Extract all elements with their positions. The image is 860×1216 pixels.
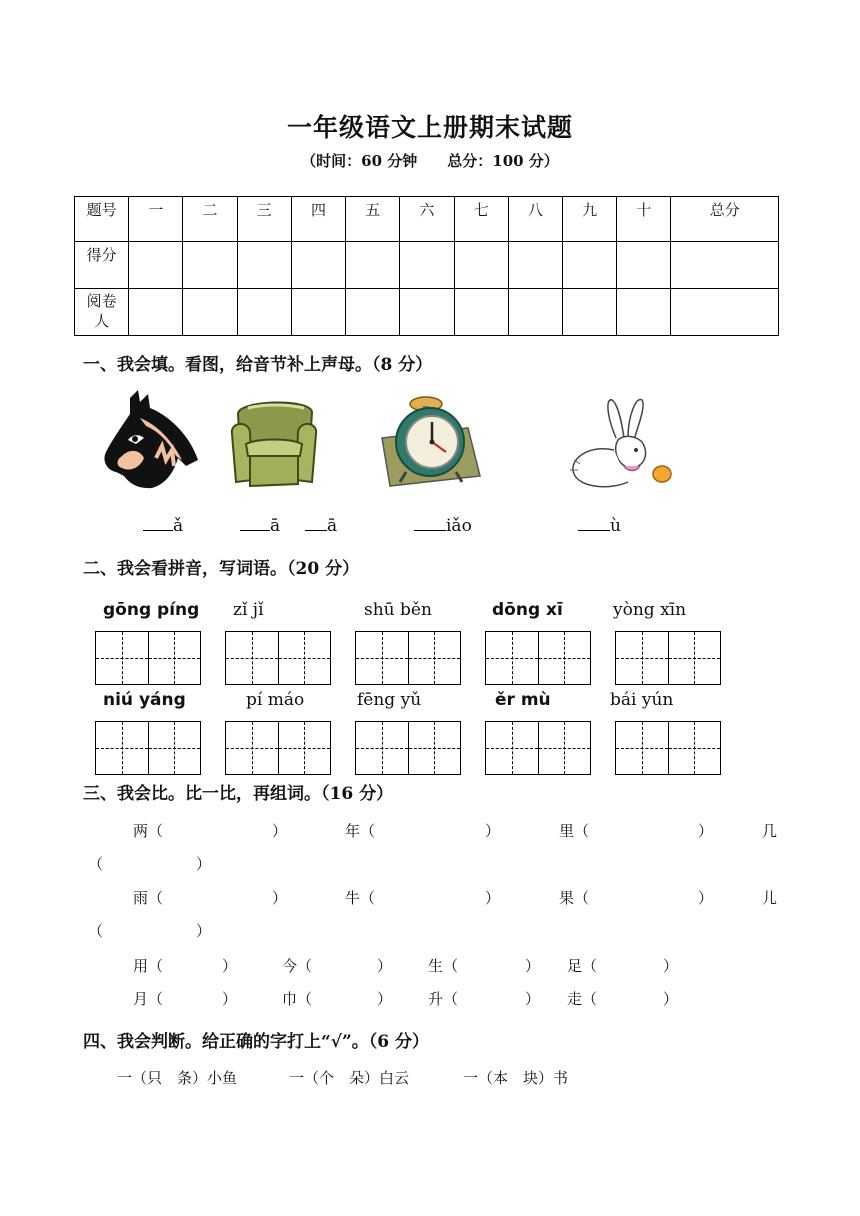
compare-close: ） (377, 990, 393, 1008)
writing-grid[interactable] (355, 721, 461, 775)
pinyin-label: zǐ jǐ (233, 600, 264, 620)
compare-close: ） (698, 822, 714, 840)
writing-cell[interactable] (539, 722, 591, 774)
writing-cell[interactable] (226, 632, 279, 684)
score-cell[interactable] (562, 242, 616, 289)
pinyin-label: niú yáng (103, 690, 186, 710)
row-label-text: 阅卷人 (86, 292, 117, 330)
fill-item-5-text: ù (610, 516, 621, 536)
answer-blank[interactable] (305, 510, 327, 531)
compare-prompt: 升（ (428, 990, 459, 1008)
writing-grid[interactable] (95, 631, 201, 685)
writing-cell[interactable] (409, 722, 461, 774)
grader-cell[interactable] (291, 289, 345, 336)
writing-cell[interactable] (616, 722, 669, 774)
pinyin-label: gōng píng (103, 600, 200, 620)
grader-cell[interactable] (346, 289, 400, 336)
fill-item-2-text: ā (270, 516, 281, 536)
score-cell[interactable] (346, 242, 400, 289)
header-cell: 四 (291, 197, 345, 242)
writing-grid[interactable] (615, 631, 721, 685)
pinyin-label: yòng xīn (613, 600, 687, 620)
header-cell: 九 (562, 197, 616, 242)
compare-prompt: 走（ (567, 990, 598, 1008)
writing-cell[interactable] (669, 632, 721, 684)
header-cell: 十 (617, 197, 671, 242)
compare-close: ） (222, 957, 238, 975)
score-table-header-row (75, 197, 779, 242)
fill-item-1 (143, 510, 183, 536)
judge-item[interactable]: 一（个 朵）白云 (289, 1069, 410, 1087)
judge-item[interactable]: 一（本 块）书 (463, 1069, 569, 1087)
fill-item-2 (240, 510, 280, 536)
score-cell[interactable] (508, 242, 562, 289)
fill-item-4-text: iǎo (446, 516, 472, 536)
writing-grid[interactable] (95, 721, 201, 775)
answer-blank[interactable] (240, 510, 270, 531)
section1-heading: 一、我会填。看图，给音节补上声母。（8 分） (83, 355, 433, 375)
score-cell[interactable] (129, 242, 183, 289)
writing-cell[interactable] (96, 632, 149, 684)
grader-cell[interactable] (671, 289, 779, 336)
pinyin-label: pí máo (246, 690, 305, 710)
compare-close: ） (663, 990, 679, 1008)
pinyin-label: ěr mù (495, 690, 551, 710)
header-cell: 一 (129, 197, 183, 242)
writing-grid[interactable] (485, 721, 591, 775)
score-cell[interactable] (671, 242, 779, 289)
compare-prompt: 两（ (133, 822, 164, 840)
compare-prompt: 年（ (345, 822, 376, 840)
judge-item[interactable]: 一（只 条）小鱼 (117, 1069, 238, 1087)
compare-prompt: 雨（ (133, 889, 164, 907)
horse-icon (100, 388, 202, 490)
writing-cell[interactable] (279, 722, 331, 774)
answer-blank[interactable] (143, 510, 173, 531)
header-cell: 二 (183, 197, 237, 242)
header-cell: 八 (508, 197, 562, 242)
header-cell: 六 (400, 197, 454, 242)
score-cell[interactable] (291, 242, 345, 289)
compare-close: ） (196, 922, 212, 940)
grader-cell[interactable] (562, 289, 616, 336)
pinyin-label: bái yún (610, 690, 674, 710)
compare-close: ） (272, 889, 288, 907)
writing-cell[interactable] (539, 632, 591, 684)
compare-prompt: 里（ (559, 822, 590, 840)
compare-close: ） (485, 889, 501, 907)
pinyin-label: shū běn (364, 600, 432, 620)
compare-open: （ (88, 855, 104, 873)
sofa-icon (228, 394, 320, 492)
grader-cell[interactable] (400, 289, 454, 336)
fill-item-3-text: ā (327, 516, 338, 536)
compare-prompt: 几 (762, 822, 778, 840)
grader-cell[interactable] (183, 289, 237, 336)
fill-item-4 (414, 510, 472, 536)
compare-prompt: 月（ (133, 990, 164, 1008)
score-cell[interactable] (454, 242, 508, 289)
section4-heading: 四、我会判断。给正确的字打上“√”。（6 分） (83, 1032, 429, 1052)
fill-item-1-text: ǎ (173, 516, 184, 536)
header-cell: 总分 (671, 197, 779, 242)
row-label (75, 289, 129, 336)
header-cell: 五 (346, 197, 400, 242)
writing-cell[interactable] (356, 632, 409, 684)
compare-close: ） (222, 990, 238, 1008)
fill-item-5 (578, 510, 621, 536)
score-table (74, 196, 779, 336)
compare-close: ） (663, 957, 679, 975)
pinyin-label: dōng xī (492, 600, 563, 620)
writing-grid[interactable] (615, 721, 721, 775)
score-cell[interactable] (400, 242, 454, 289)
row-label: 得分 (75, 242, 129, 289)
fill-item-3 (305, 510, 337, 536)
answer-blank[interactable] (578, 510, 610, 531)
alarm-clock-icon (376, 394, 486, 490)
compare-close: ） (272, 822, 288, 840)
writing-grid[interactable] (485, 631, 591, 685)
writing-cell[interactable] (226, 722, 279, 774)
header-cell: 七 (454, 197, 508, 242)
page-title: 一年级语文上册期末试题 (286, 113, 573, 142)
score-cell[interactable] (183, 242, 237, 289)
writing-cell[interactable] (486, 722, 539, 774)
header-cell: 三 (237, 197, 291, 242)
writing-grid[interactable] (225, 721, 331, 775)
compare-prompt: 生（ (428, 957, 459, 975)
compare-close: ） (485, 822, 501, 840)
compare-prompt: 牛（ (345, 889, 376, 907)
compare-close: ） (196, 855, 212, 873)
writing-cell[interactable] (486, 632, 539, 684)
grader-cell[interactable] (617, 289, 671, 336)
grader-cell[interactable] (237, 289, 291, 336)
writing-cell[interactable] (356, 722, 409, 774)
writing-cell[interactable] (616, 632, 669, 684)
section3-heading: 三、我会比。比一比，再组词。（16 分） (83, 784, 394, 804)
writing-cell[interactable] (409, 632, 461, 684)
compare-prompt: 今（ (282, 957, 313, 975)
compare-close: ） (525, 990, 541, 1008)
score-row (75, 242, 779, 289)
rabbit-icon (566, 394, 678, 494)
grader-cell[interactable] (129, 289, 183, 336)
compare-open: （ (88, 922, 104, 940)
answer-blank[interactable] (414, 510, 446, 531)
compare-prompt: 用（ (133, 957, 164, 975)
writing-cell[interactable] (149, 632, 201, 684)
writing-cell[interactable] (279, 632, 331, 684)
writing-cell[interactable] (149, 722, 201, 774)
compare-prompt: 儿 (762, 889, 778, 907)
compare-close: ） (525, 957, 541, 975)
writing-grid[interactable] (225, 631, 331, 685)
compare-prompt: 巾（ (282, 990, 313, 1008)
compare-close: ） (698, 889, 714, 907)
writing-grid[interactable] (355, 631, 461, 685)
score-cell[interactable] (237, 242, 291, 289)
writing-cell[interactable] (96, 722, 149, 774)
grader-cell[interactable] (508, 289, 562, 336)
grader-cell[interactable] (454, 289, 508, 336)
score-cell[interactable] (617, 242, 671, 289)
pinyin-label: fēng yǔ (357, 690, 422, 710)
grader-row (75, 289, 779, 336)
compare-prompt: 足（ (567, 957, 598, 975)
compare-prompt: 果（ (559, 889, 590, 907)
page-subtitle: （时间：60 分钟 总分：100 分） (301, 152, 559, 170)
compare-close: ） (377, 957, 393, 975)
section2-heading: 二、我会看拼音，写词语。（20 分） (83, 559, 360, 579)
writing-cell[interactable] (669, 722, 721, 774)
header-cell: 题号 (75, 197, 129, 242)
